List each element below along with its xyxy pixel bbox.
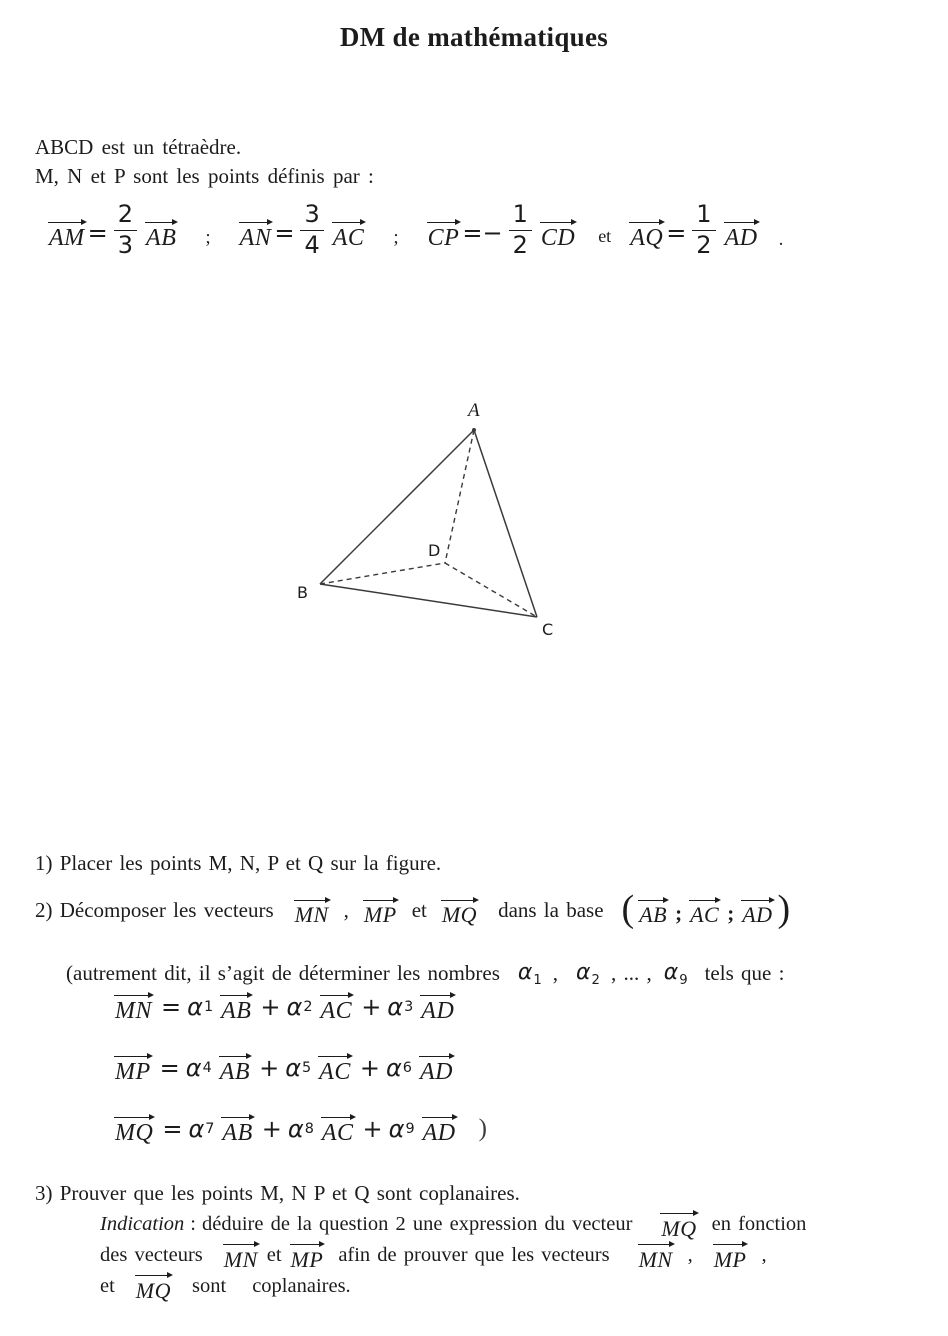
alpha-symbol: α — [388, 1114, 405, 1143]
vector-mn — [221, 1239, 261, 1271]
ellipsis: , ... , — [610, 961, 652, 986]
fraction — [114, 202, 137, 259]
vector-name: MQ — [135, 1278, 172, 1303]
vector-arrow-icon — [420, 993, 455, 998]
equals-sign: = — [161, 992, 182, 1021]
vector-name: AD — [742, 902, 773, 927]
vector-cd — [538, 217, 578, 250]
vector-arrow-icon — [220, 993, 252, 998]
alpha-symbol: α — [187, 992, 203, 1021]
edge-dc-dashed — [445, 563, 537, 617]
vector-ad — [739, 895, 775, 926]
equals-sign: = — [666, 219, 687, 248]
plus-sign: + — [362, 1114, 383, 1143]
vector-arrow-icon — [321, 1115, 355, 1120]
vector-arrow-icon — [290, 1242, 325, 1247]
fraction-numerator: 2 — [114, 202, 137, 231]
definition-an — [237, 200, 368, 262]
alpha-symbol: α — [576, 960, 591, 985]
vector-arrow-icon — [114, 1115, 154, 1120]
separator-et: et — [598, 225, 612, 246]
vector-name: AD — [724, 224, 758, 251]
fraction-numerator: 1 — [692, 202, 715, 231]
indication-text-3: des vecteurs — [100, 1243, 203, 1266]
definition-cp — [425, 200, 579, 262]
alpha-symbol: α — [188, 1114, 205, 1143]
vector-arrow-icon — [427, 220, 461, 225]
fraction — [300, 202, 323, 259]
alpha-subscript: 8 — [304, 1120, 314, 1137]
fraction-denominator: 2 — [512, 230, 528, 259]
vector-name: MP — [290, 1247, 324, 1272]
comma: , — [552, 961, 559, 986]
vector-ab — [217, 1051, 253, 1084]
vector-name: AD — [422, 1120, 456, 1146]
vector-mq — [439, 895, 480, 926]
vector-mq — [658, 1208, 699, 1240]
separator-semicolon: ; — [205, 227, 211, 249]
close-paren: ) — [777, 888, 791, 931]
alpha-subscript: 9 — [679, 973, 688, 989]
vertex-label-b: B — [297, 583, 308, 602]
comma: , — [343, 898, 349, 922]
indication-label: Indication — [100, 1212, 185, 1235]
alpha-subscript: 7 — [205, 1120, 215, 1137]
vector-ad — [420, 1112, 459, 1145]
question-3: 3) Prouver que les points M, N P et Q sont coplanaires. — [35, 1181, 520, 1205]
vector-arrow-icon — [221, 1115, 253, 1120]
vector-name: MN — [638, 1247, 673, 1272]
equation-mq — [112, 1112, 487, 1145]
vector-mp — [112, 1051, 154, 1084]
semicolon: ; — [675, 901, 683, 925]
fraction — [692, 202, 715, 259]
vector-ad — [722, 217, 761, 250]
question-1: 1) Placer les points M, N, P et Q sur la figure. — [35, 851, 442, 875]
intro-line-1: ABCD est un tétraèdre. — [35, 135, 242, 159]
alpha-symbol: α — [517, 960, 533, 985]
indication-line-3 — [100, 1270, 351, 1302]
separator-semicolon: ; — [393, 227, 399, 249]
close-paren: ) — [478, 1114, 487, 1142]
vertex-label-c: C — [542, 620, 554, 639]
intro-paragraph — [35, 133, 374, 191]
vector-arrow-icon — [135, 1273, 172, 1278]
vector-name: AB — [639, 902, 668, 927]
vector-mp — [711, 1239, 750, 1271]
vector-ad — [418, 990, 457, 1023]
equation-mp — [112, 1051, 456, 1084]
semicolon: ; — [727, 901, 735, 925]
vector-name: AB — [219, 1059, 251, 1085]
vector-arrow-icon — [422, 1115, 457, 1120]
fraction-numerator: 1 — [509, 202, 532, 231]
vector-name: MN — [115, 998, 152, 1024]
vertex-label-d: D — [428, 541, 441, 560]
edge-ac — [474, 430, 537, 617]
vector-arrow-icon — [713, 1242, 748, 1247]
plus-sign: + — [359, 1053, 380, 1082]
et-word: et — [411, 898, 427, 922]
comma: , — [687, 1243, 693, 1266]
vector-name: AC — [320, 998, 353, 1024]
vector-aq — [627, 217, 666, 250]
note-suffix: tels que : — [704, 961, 785, 986]
vector-mp — [288, 1239, 327, 1271]
vector-arrow-icon — [540, 220, 576, 225]
equals-sign: = — [159, 1053, 180, 1082]
fraction-denominator: 3 — [117, 230, 134, 259]
fraction-numerator: 3 — [300, 202, 323, 231]
vector-name: MN — [223, 1247, 258, 1272]
vector-am — [46, 217, 88, 250]
page-title: DM de mathématiques — [339, 22, 609, 52]
vector-mp — [361, 895, 400, 926]
indication-line-2 — [100, 1239, 767, 1271]
alpha-symbol: α — [385, 1053, 402, 1082]
alpha-symbol: α — [286, 992, 303, 1021]
vector-arrow-icon — [48, 220, 86, 225]
edge-bc — [320, 584, 537, 617]
vector-name: AN — [239, 224, 272, 251]
alpha-subscript: 1 — [533, 973, 542, 989]
minus-sign: − — [482, 219, 503, 248]
vector-arrow-icon — [629, 220, 664, 225]
edge-ab — [320, 430, 474, 584]
alpha-subscript: 9 — [405, 1120, 415, 1137]
equation-mn — [112, 990, 457, 1023]
vector-ab — [219, 1112, 255, 1145]
vector-name: AC — [690, 902, 720, 927]
vector-ab — [218, 990, 254, 1023]
equals-sign: = — [462, 219, 483, 248]
vector-arrow-icon — [419, 1054, 454, 1059]
vector-arrow-icon — [294, 898, 330, 903]
vector-arrow-icon — [145, 220, 177, 225]
vector-ac — [319, 1112, 357, 1145]
vector-name: AB — [222, 1120, 253, 1146]
vector-ac — [316, 1051, 354, 1084]
vector-name: AB — [221, 998, 252, 1024]
end-period: . — [778, 229, 784, 251]
fraction — [509, 202, 532, 259]
vector-name: AB — [146, 224, 177, 251]
alpha-subscript: 2 — [303, 998, 313, 1015]
vector-arrow-icon — [638, 1242, 674, 1247]
indication-text-4: afin de prouver que les vecteurs — [338, 1243, 610, 1266]
vector-arrow-icon — [638, 898, 668, 903]
vector-arrow-icon — [724, 220, 759, 225]
equals-sign: = — [87, 219, 108, 248]
vector-ad — [417, 1051, 456, 1084]
vector-name: MQ — [441, 902, 478, 927]
vector-mn — [636, 1239, 676, 1271]
vector-mq — [112, 1112, 156, 1145]
vector-name: AC — [332, 224, 365, 251]
vector-mn — [292, 895, 332, 926]
vector-name: MP — [713, 1247, 747, 1272]
indication-text-6: sont — [192, 1274, 227, 1297]
question-2-note — [66, 959, 784, 988]
vector-arrow-icon — [741, 898, 773, 903]
vector-name: MQ — [661, 1216, 697, 1241]
vector-arrow-icon — [239, 220, 273, 225]
comma: , — [761, 1243, 767, 1266]
alpha-9 — [664, 959, 693, 988]
alpha-symbol: α — [287, 1114, 304, 1143]
question-2 — [35, 888, 791, 931]
vector-arrow-icon — [689, 898, 720, 903]
indication-text-1: déduire de la question 2 une expression du vecteur — [201, 1212, 633, 1235]
vector-arrow-icon — [441, 898, 478, 903]
open-paren: ( — [621, 888, 635, 931]
alpha-subscript: 1 — [203, 998, 214, 1015]
vector-ab — [636, 895, 670, 926]
alpha-subscript: 4 — [202, 1059, 212, 1076]
vector-arrow-icon — [114, 993, 153, 998]
equals-sign: = — [274, 219, 295, 248]
question-2-prefix: 2) Décomposer les vecteurs — [35, 898, 274, 922]
vector-name: MP — [115, 1059, 151, 1085]
vector-ac — [318, 990, 356, 1023]
vector-name: AC — [319, 1059, 351, 1085]
plus-sign: + — [261, 1114, 282, 1143]
vector-name: AQ — [630, 224, 664, 251]
vector-name: AD — [419, 1059, 453, 1085]
vector-name: CP — [427, 224, 460, 251]
et-word: et — [266, 1243, 282, 1266]
plus-sign: + — [260, 992, 281, 1021]
vector-definitions-row — [46, 200, 784, 262]
alpha-subscript: 6 — [402, 1059, 412, 1076]
alpha-symbol: α — [387, 992, 404, 1021]
alpha-1 — [518, 959, 547, 988]
vector-name: AM — [49, 224, 85, 251]
vector-name: CD — [540, 224, 576, 251]
plus-sign: + — [361, 992, 382, 1021]
vector-ab — [143, 217, 179, 250]
vector-ac — [330, 217, 368, 250]
fraction-denominator: 2 — [696, 230, 712, 259]
vector-name: AC — [321, 1120, 354, 1146]
vector-arrow-icon — [318, 1054, 352, 1059]
vector-mn — [112, 990, 155, 1023]
indication-text-7: coplanaires. — [252, 1274, 351, 1297]
vector-mq — [133, 1270, 174, 1302]
vertex-label-a: A — [468, 400, 480, 421]
alpha-subscript: 3 — [404, 998, 414, 1015]
vector-an — [237, 217, 275, 250]
tetrahedron-figure — [280, 388, 580, 650]
indication-text-5: et — [100, 1274, 115, 1297]
vector-arrow-icon — [114, 1054, 152, 1059]
vector-name: MP — [363, 902, 397, 927]
edge-ad-dashed — [445, 430, 474, 563]
colon: : — [190, 1212, 196, 1235]
note-prefix: (autrement dit, il s’agit de déterminer les nombres — [66, 961, 500, 986]
alpha-subscript: 5 — [302, 1059, 312, 1076]
equals-sign: = — [162, 1114, 183, 1143]
base-group — [621, 888, 791, 931]
vector-arrow-icon — [660, 1211, 697, 1216]
alpha-symbol: α — [285, 1053, 302, 1082]
vertex-a-point — [472, 428, 476, 432]
vector-name: MN — [294, 902, 329, 927]
alpha-subscript: 2 — [591, 973, 600, 989]
alpha-symbol: α — [663, 960, 679, 985]
vector-ac — [687, 895, 722, 926]
vector-name: AD — [421, 998, 455, 1024]
alpha-2 — [576, 959, 605, 988]
vector-arrow-icon — [320, 993, 354, 998]
definition-aq — [627, 200, 760, 262]
question-2-middle: dans la base — [498, 898, 604, 922]
indication-text-2: en fonction — [711, 1212, 807, 1235]
alpha-symbol: α — [185, 1053, 202, 1082]
indication-line-1 — [100, 1208, 806, 1240]
fraction-denominator: 4 — [304, 230, 320, 259]
vector-arrow-icon — [219, 1054, 251, 1059]
intro-line-2: M, N et P sont les points définis par : — [35, 164, 374, 188]
definition-am — [46, 200, 179, 262]
vector-arrow-icon — [363, 898, 398, 903]
vector-arrow-icon — [332, 220, 366, 225]
vector-arrow-icon — [223, 1242, 259, 1247]
plus-sign: + — [259, 1053, 280, 1082]
vector-cp — [425, 217, 463, 250]
vector-name: MQ — [115, 1120, 154, 1146]
